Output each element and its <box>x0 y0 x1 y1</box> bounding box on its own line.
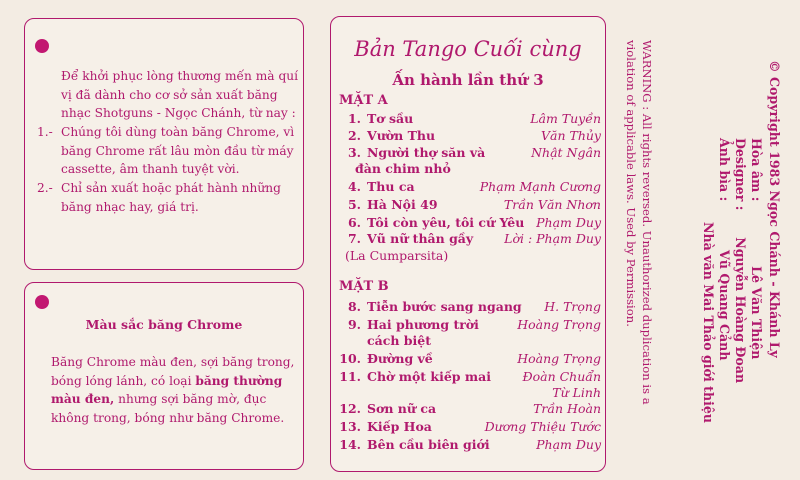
notice-item-number: 2.- <box>37 181 53 195</box>
chrome-panel <box>24 282 304 470</box>
track-title: Sơn nữ ca <box>367 401 437 416</box>
track-row <box>339 179 601 195</box>
track-title: Hai phương trời <box>367 317 479 332</box>
track-artist: Phạm Duy <box>536 215 601 230</box>
credit-value: Vũ Quang Cảnh <box>717 250 732 361</box>
track-number: 2. <box>347 128 361 143</box>
track-row <box>339 128 601 144</box>
track-row <box>339 317 601 351</box>
track-artist: Trần Văn Nhơn <box>503 197 601 212</box>
track-row <box>339 351 601 367</box>
track-artist: Lời : Phạm Duy <box>504 231 601 246</box>
credit-row <box>733 138 748 383</box>
track-title: Tiễn bước sang ngang <box>367 299 522 314</box>
warning-line: violation of applicable laws. Used by Permission. <box>624 40 638 327</box>
chrome-body-part: nhưng sợi băng mờ, đục không trong, bóng như băng Chrome. <box>51 392 285 425</box>
track-row <box>339 369 601 403</box>
chrome-body-bold: băng thường màu đen, <box>51 373 283 406</box>
track-number: 4. <box>347 179 361 194</box>
track-artist: Lâm Tuyền <box>530 111 601 126</box>
track-row <box>339 215 601 231</box>
track-title: Hà Nội 49 <box>367 197 438 212</box>
notice-item-text: Chỉ sản xuất hoặc phát hành những băng nhạc hay, giá trị. <box>61 181 281 214</box>
track-artist: Trần Hoàn <box>533 401 601 416</box>
track-artist: Hoàng Trọng <box>517 317 601 332</box>
track-title: Thu ca <box>367 179 415 194</box>
track-number: 13. <box>339 419 361 434</box>
bullet-dot-icon <box>35 295 49 309</box>
track-title-line2: đàn chim nhỏ <box>355 161 451 176</box>
track-number: 1. <box>347 111 361 126</box>
track-row <box>339 437 601 453</box>
track-number: 7. <box>347 231 361 246</box>
credit-row <box>717 138 732 361</box>
credit-value: Lê Văn Thiện <box>749 266 764 360</box>
track-artist: Văn Thủy <box>540 128 601 143</box>
track-number: 3. <box>347 145 361 160</box>
track-title: Tôi còn yêu, tôi cứ Yêu <box>367 215 525 230</box>
track-title: Tơ sầu <box>367 111 414 126</box>
notice-item <box>37 123 295 179</box>
notice-intro: Để khởi phục lòng thương mến mà quí vị đã dành cho cơ sở sản xuất băng nhạc Shotguns - Ngọc Chánh, từ nay : <box>61 69 298 120</box>
notice-item-text: Chúng tôi dùng toàn băng Chrome, vì băng Chrome rất lâu mòn đầu từ máy cassette, âm thanh tuyệt vời. <box>61 125 295 176</box>
credit-label: Designer : <box>733 138 748 211</box>
track-row <box>339 299 601 315</box>
track-title: Chờ một kiếp mai <box>367 369 491 384</box>
credit-label: Ảnh bìa : <box>717 138 732 202</box>
track-artist: Dương Thiệu Tước <box>484 419 601 434</box>
track-subtitle: (La Cumparsita) <box>345 248 449 263</box>
track-artist: Phạm Mạnh Cương <box>479 179 601 194</box>
track-number: 8. <box>347 299 361 314</box>
track-number: 5. <box>347 197 361 212</box>
track-number: 11. <box>339 369 361 384</box>
notice-item-number: 1.- <box>37 125 53 139</box>
notice-item <box>37 179 295 216</box>
track-row <box>339 111 601 127</box>
side-a-label: MẶT A <box>339 93 388 108</box>
side-b-label: MẶT B <box>339 279 389 294</box>
track-title: Vũ nữ thân gầy <box>367 231 474 246</box>
credit-value: Nguyễn Hoàng Đoan <box>733 237 748 384</box>
credit-label: Hòa âm : <box>749 138 764 202</box>
track-number: 12. <box>339 401 361 416</box>
bullet-dot-icon <box>35 39 49 53</box>
copyright-line: © Copyright 1983 Ngọc Chánh - Khánh Ly <box>767 60 782 358</box>
track-title: Bên cầu biên giới <box>367 437 490 452</box>
track-row <box>339 231 601 263</box>
track-artist: Nhật Ngân <box>531 145 601 160</box>
chrome-body-part: Băng Chrome màu đen, sợi băng trong, bóng lóng lánh, có loại <box>51 355 295 388</box>
credit-value: Nhà văn Mai Thảo giới thiệu <box>701 222 716 424</box>
credit-row <box>749 138 764 359</box>
credit-row <box>701 222 716 423</box>
track-number: 6. <box>347 215 361 230</box>
track-title-line2: cách biệt <box>367 333 431 348</box>
track-artist: Đoàn Chuẩn <box>522 369 601 384</box>
track-row <box>339 419 601 435</box>
track-row <box>339 401 601 417</box>
track-title: Đường về <box>367 351 433 366</box>
track-number: 14. <box>339 437 361 452</box>
album-title: Bản Tango Cuối cùng <box>354 37 582 61</box>
track-artist: Hoàng Trọng <box>517 351 601 366</box>
tracklist-panel <box>330 16 606 472</box>
track-artist: H. Trọng <box>544 299 601 314</box>
track-number: 9. <box>347 317 361 332</box>
track-artist-line2: Từ Linh <box>552 385 601 400</box>
track-title: Vườn Thu <box>367 128 436 143</box>
track-row <box>339 197 601 213</box>
chrome-body <box>51 353 297 427</box>
track-title: Người thợ săn và <box>367 145 486 160</box>
album-edition: Ấn hành lần thứ 3 <box>392 71 544 89</box>
track-row <box>339 145 601 177</box>
chrome-title: Màu sắc băng Chrome <box>85 317 243 332</box>
warning-line: WARNING : All rights reversed. Unauthorized duplication is a <box>640 40 654 405</box>
track-title: Kiếp Hoa <box>367 419 432 434</box>
track-number: 10. <box>339 351 361 366</box>
notice-panel <box>24 18 304 270</box>
track-artist: Phạm Duy <box>536 437 601 452</box>
